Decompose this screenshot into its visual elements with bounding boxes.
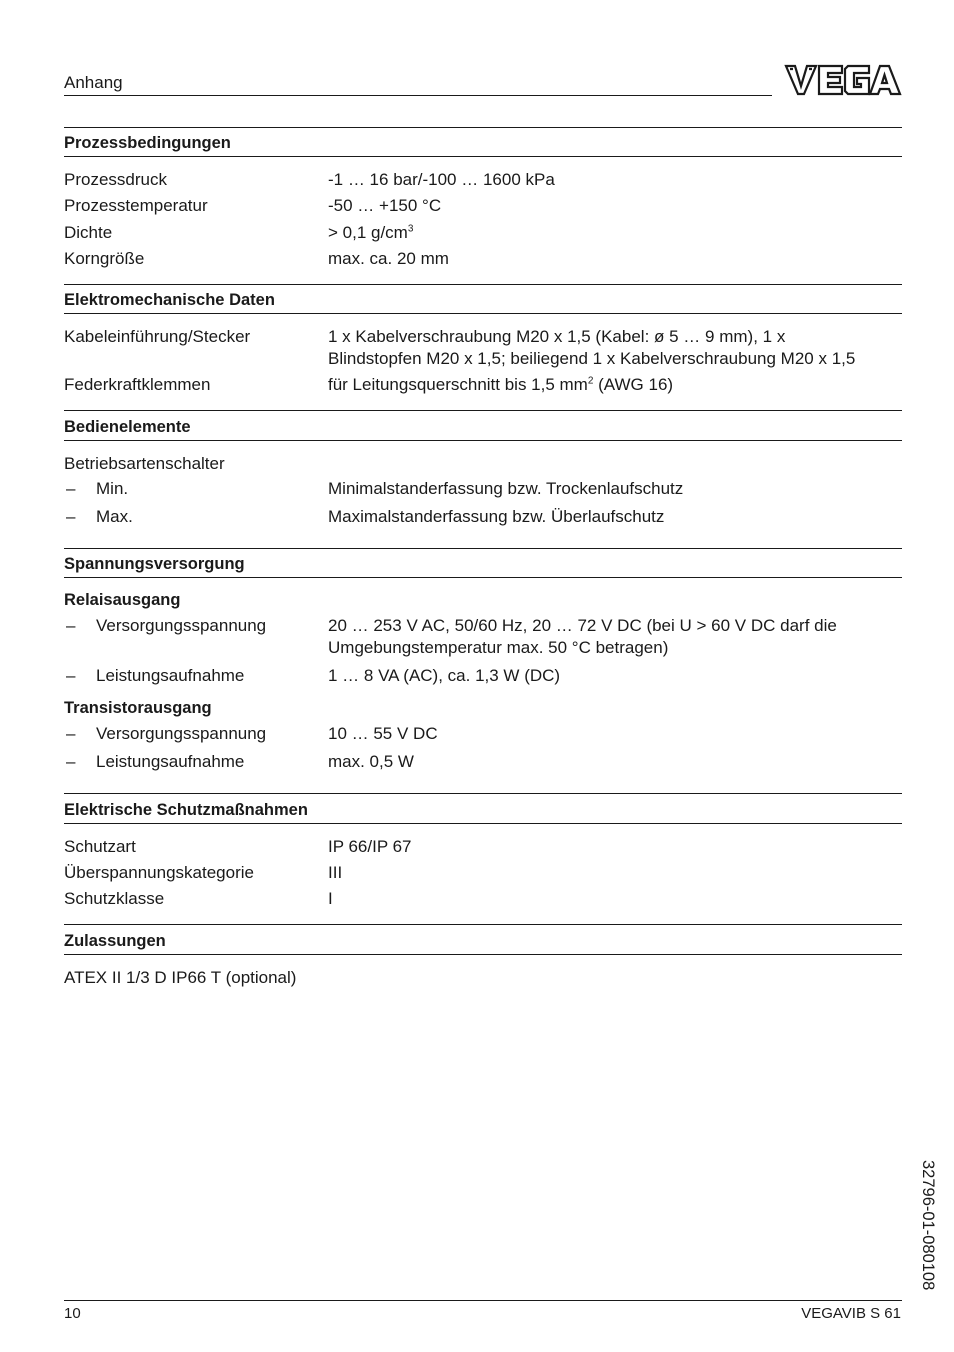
section-rule-bottom [64,156,902,157]
list-dash: – [66,666,76,685]
spec-label: Leistungsaufnahme [96,666,245,685]
spec-value: 1 … 8 VA (AC), ca. 1,3 W (DC) [328,666,561,685]
list-dash: – [66,479,76,498]
spec-value: 1 x Kabelverschraubung M20 x 1,5 (Kabel: ø 5 … 9 mm), 1 x [328,327,786,346]
section-rule-bottom [64,577,902,578]
spec-value: max. 0,5 W [328,752,414,771]
spec-value: für Leitungsquerschnitt bis 1,5 $mm^2$ (AWG 16) [328,375,674,394]
product-name: VEGAVIB S 61 [801,1305,901,1322]
spec-value: Maximalstanderfassung bzw. Überlaufschutz [328,507,665,526]
document-number: 32796-01-080108 [919,1160,937,1291]
page-number: 10 [64,1305,81,1322]
spec-group-label: Betriebsartenschalter [64,454,225,473]
section-title-zulassungen: Zulassungen [64,932,166,950]
spec-value: IP 66/IP 67 [328,837,412,856]
spec-label: Korngröße [64,249,145,268]
spec-value: 20 … 253 V AC, 50/60 Hz, 20 … 72 V DC (bei U > 60 V DC darf die [328,616,837,635]
spec-label: Min. [96,479,129,498]
spec-label: Versorgungsspannung [96,724,267,743]
section-rule-bottom [64,313,902,314]
list-dash: – [66,507,76,526]
spec-label: Leistungsaufnahme [96,752,245,771]
section-rule-top [64,127,902,128]
section-title-elektromechanische-daten: Elektromechanische Daten [64,291,275,309]
list-dash: – [66,616,76,635]
spec-value-continued: Umgebungstemperatur max. 50 °C betragen) [328,638,669,657]
section-rule-bottom [64,440,902,441]
spec-label: Schutzklasse [64,889,165,908]
spec-label: Kabeleinführung/Stecker [64,327,251,346]
section-rule-top [64,924,902,925]
spec-label: Schutzart [64,837,136,856]
section-rule-top [64,548,902,549]
spec-value: max. ca. 20 mm [328,249,449,268]
spec-label: Überspannungskategorie [64,863,254,882]
spec-value-continued: Blindstopfen M20 x 1,5; beiliegend 1 x Kabelverschraubung M20 x 1,5 [328,349,856,368]
spec-label: Prozessdruck [64,170,167,189]
spec-value: -50 … +150 °C [328,196,442,215]
section-title-prozessbedingungen: Prozessbedingungen [64,134,231,152]
spec-value: 10 … 55 V DC [328,724,438,743]
spec-label: Dichte [64,223,113,242]
spec-label: Versorgungsspannung [96,616,267,635]
section-rule-top [64,793,902,794]
vega-logo [784,62,902,98]
section-title-bedienelemente: Bedienelemente [64,418,191,436]
subheading-transistorausgang: Transistorausgang [64,699,212,717]
header-section-label: Anhang [64,73,123,92]
approval-text: ATEX II 1/3 D IP66 T (optional) [64,968,297,987]
list-dash: – [66,724,76,743]
spec-value: I [328,889,333,908]
spec-value: > 0,1 $g/cm^3$ [328,223,414,242]
spec-value: -1 … 16 bar/-100 … 1600 kPa [328,170,555,189]
spec-value: Minimalstanderfassung bzw. Trockenlaufschutz [328,479,684,498]
section-rule-top [64,284,902,285]
spec-value: III [328,863,343,882]
section-title-spannungsversorgung: Spannungsversorgung [64,555,245,573]
header-rule [64,95,772,96]
spec-label: Federkraftklemmen [64,375,211,394]
spec-label: Prozesstemperatur [64,196,208,215]
section-rule-top [64,410,902,411]
section-title-elektrische-schutzmassnahmen: Elektrische Schutzmaßnahmen [64,801,308,819]
section-rule-bottom [64,823,902,824]
footer-rule [64,1300,902,1301]
section-rule-bottom [64,954,902,955]
subheading-relaisausgang: Relaisausgang [64,591,181,609]
list-dash: – [66,752,76,771]
spec-label: Max. [96,507,133,526]
